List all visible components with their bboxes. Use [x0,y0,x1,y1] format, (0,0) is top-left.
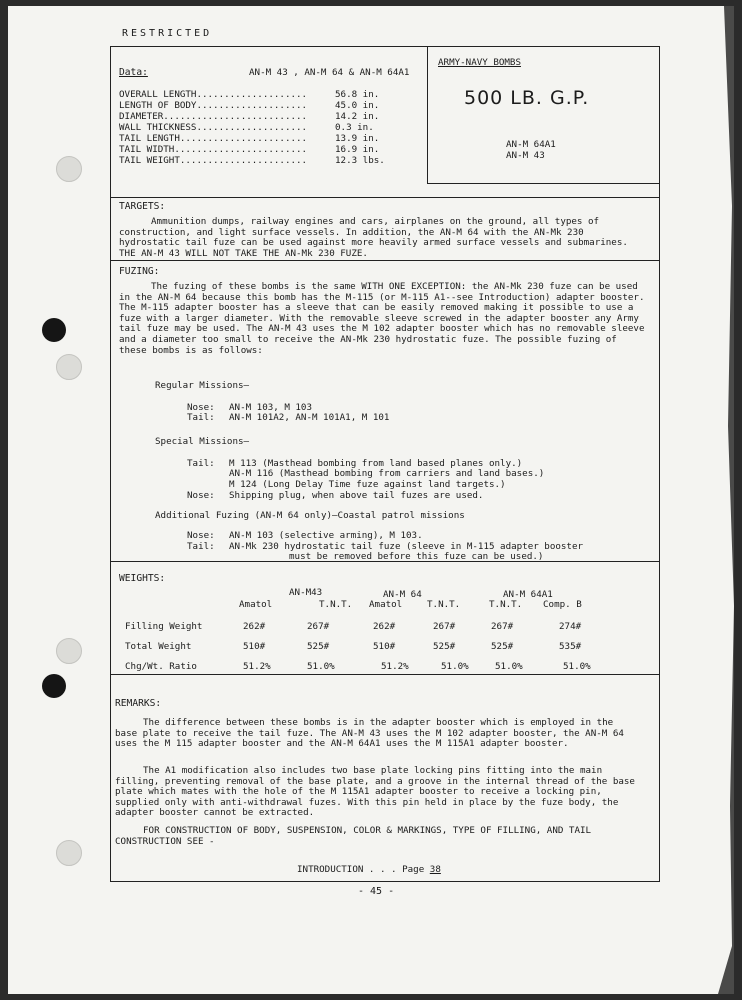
fuzing-heading: FUZING: [119,266,160,277]
weights-cell: 274# [559,621,582,632]
targets-section [110,197,660,261]
weights-row-label: Filling Weight [125,621,203,632]
data-models: AN-M 43 , AN-M 64 & AN-M 64A1 [249,67,410,78]
special-tail-fuze: M 113 (Masthead bombing from land based planes only.) [229,458,523,469]
binder-hole [56,840,82,866]
weights-column-header: T.N.T. [427,599,461,610]
remarks-paragraph: FOR CONSTRUCTION OF BODY, SUSPENSION, COLOR & MARKINGS, TYPE OF FILLING, AND TAIL CONSTRUCTION SEE - [115,825,592,847]
weights-row-label: Chg/Wt. Ratio [125,661,197,672]
document-page [8,6,734,994]
classification-label: RESTRICTED [122,28,213,39]
weights-column-header: T.N.T. [489,599,523,610]
weights-cell: 51.2% [243,661,271,672]
spec-value: 14.2 in. [335,111,380,122]
model-line: AN-M 64A1 [506,139,556,150]
fuze-label: Nose: [187,402,215,413]
category-label: ARMY-NAVY BOMBS [438,57,521,68]
weights-column-header: T.N.T. [319,599,353,610]
special-tail-fuze: AN-M 116 (Masthead bombing from carriers and land bases.) [229,468,545,479]
weights-group-header: AN-M 64 [383,589,422,600]
weights-column-header: Comp. B [543,599,582,610]
fuze-label: Tail: [187,541,215,552]
spec-row: WALL THICKNESS.................... [119,122,308,133]
spec-value: 56.8 in. [335,89,380,100]
special-nose-fuze: Shipping plug, when above tail fuzes are used. [229,490,484,501]
weights-cell: 267# [307,621,330,632]
binder-hole [56,354,82,380]
weights-cell: 510# [243,641,266,652]
additional-nose-fuze: AN-M 103 (selective arming), M 103. [229,530,423,541]
weights-cell: 525# [491,641,514,652]
spec-value: 0.3 in. [335,122,374,133]
additional-fuzing-heading: Additional Fuzing (AN-M 64 only)—Coastal patrol missions [155,510,465,521]
additional-tail-fuze: AN-Mk 230 hydrostatic tail fuze (sleeve in M-115 adapter booster [229,541,584,552]
remarks-paragraph: The A1 modification also includes two base plate locking pins fitting into the main filling, preventing removal of the base plate, and a groove in the internal thread of the base plate which mates with the hole of the M 115A1 adapter booster to receive a locking pin, supplied only with anti-withdrawal fuzes. With this pin held in place by the fuze body, the adapter booster cannot be extracted. [115,765,635,819]
regular-nose-fuzes: AN-M 103, M 103 [229,402,312,413]
data-section [110,46,660,198]
binder-hole [42,674,66,698]
weights-cell: 51.2% [381,661,409,672]
fuze-label: Nose: [187,530,215,541]
page-number: - 45 - [358,886,395,897]
weights-row-label: Total Weight [125,641,192,652]
weights-cell: 525# [433,641,456,652]
weights-group-header: AN-M 64A1 [503,589,553,600]
spec-value: 13.9 in. [335,133,380,144]
weights-cell: 267# [433,621,456,632]
additional-tail-fuze: must be removed before this fuze can be used.) [289,551,544,562]
fuze-label: Tail: [187,458,215,469]
fuze-label: Tail: [187,412,215,423]
weights-cell: 267# [491,621,514,632]
weights-column-header: Amatol [239,599,273,610]
weights-cell: 535# [559,641,582,652]
weights-cell: 262# [243,621,266,632]
weights-cell: 51.0% [495,661,523,672]
remarks-heading: REMARKS: [115,698,162,709]
spec-row: TAIL LENGTH....................... [119,133,308,144]
regular-tail-fuzes: AN-M 101A2, AN-M 101A1, M 101 [229,412,390,423]
weights-heading: WEIGHTS: [119,573,166,584]
weights-section [110,561,660,675]
weights-cell: 262# [373,621,396,632]
fuze-label: Nose: [187,490,215,501]
binder-hole [56,638,82,664]
weights-cell: 51.0% [307,661,335,672]
weights-cell: 51.0% [563,661,591,672]
special-tail-fuze: M 124 (Long Delay Time fuze against land targets.) [229,479,506,490]
fuzing-section [110,260,660,562]
model-line: AN-M 43 [506,150,545,161]
spec-row: OVERALL LENGTH.................... [119,89,308,100]
weights-cell: 525# [307,641,330,652]
regular-missions-heading: Regular Missions— [155,380,250,391]
binder-hole [56,156,82,182]
data-label: Data: [119,67,148,78]
spec-value: 16.9 in. [335,144,380,155]
remarks-section [110,674,660,882]
bomb-title: 500 LB. G.P. [464,87,590,109]
remarks-paragraph: The difference between these bombs is in the adapter booster which is employed in the base plate to receive the tail fuze. The AN-M 43 uses the M 102 adapter booster, the AN-M 64 uses the M 115 adapter booster and the AN-M 64A1 uses the M 115A1 adapter booster. [115,717,624,750]
weights-group-header: AN-M43 [289,587,323,598]
fuzing-intro: The fuzing of these bombs is the same WITH ONE EXCEPTION: the AN-Mk 230 fuze can be used in the AN-M 64 because this bomb has the M-115 (or M-115 A1--see Introduction) adapter booster. The M-115 adapter booster has a sleeve that can be easily removed making it possible to use a fuze with a larger diameter. With the removable sleeve screwed in the adapter booster any Army tail fuze may be used. The AN-M 43 uses the M 102 adapter booster which has no removable sleeve and a diameter too small to receive the AN-Mk 230 hydrostatic fuze. The possible fuzing of these bombs is as follows: [119,281,645,356]
spec-value: 12.3 lbs. [335,155,385,166]
spec-value: 45.0 in. [335,100,380,111]
weights-cell: 510# [373,641,396,652]
scan-edge-shadow [672,6,734,994]
page-reference: INTRODUCTION . . . Page 38 [297,864,441,875]
spec-row: TAIL WEIGHT....................... [119,155,308,166]
weights-cell: 51.0% [441,661,469,672]
spec-row: LENGTH OF BODY.................... [119,100,308,111]
binder-hole [42,318,66,342]
special-missions-heading: Special Missions— [155,436,250,447]
spec-row: DIAMETER.......................... [119,111,308,122]
targets-heading: TARGETS: [119,201,166,212]
title-box [427,47,659,184]
weights-column-header: Amatol [369,599,403,610]
spec-row: TAIL WIDTH........................ [119,144,308,155]
targets-text: Ammunition dumps, railway engines and cars, airplanes on the ground, all types of construction, and light surface vessels. In addition, the AN-M 64 with the AN-Mk 230 hydrostatic tail fuze can be used against more heavily armed surface vessels and submarines. THE AN-M 43 WILL NOT TAKE THE AN-Mk 230 FUZE. [119,216,628,259]
